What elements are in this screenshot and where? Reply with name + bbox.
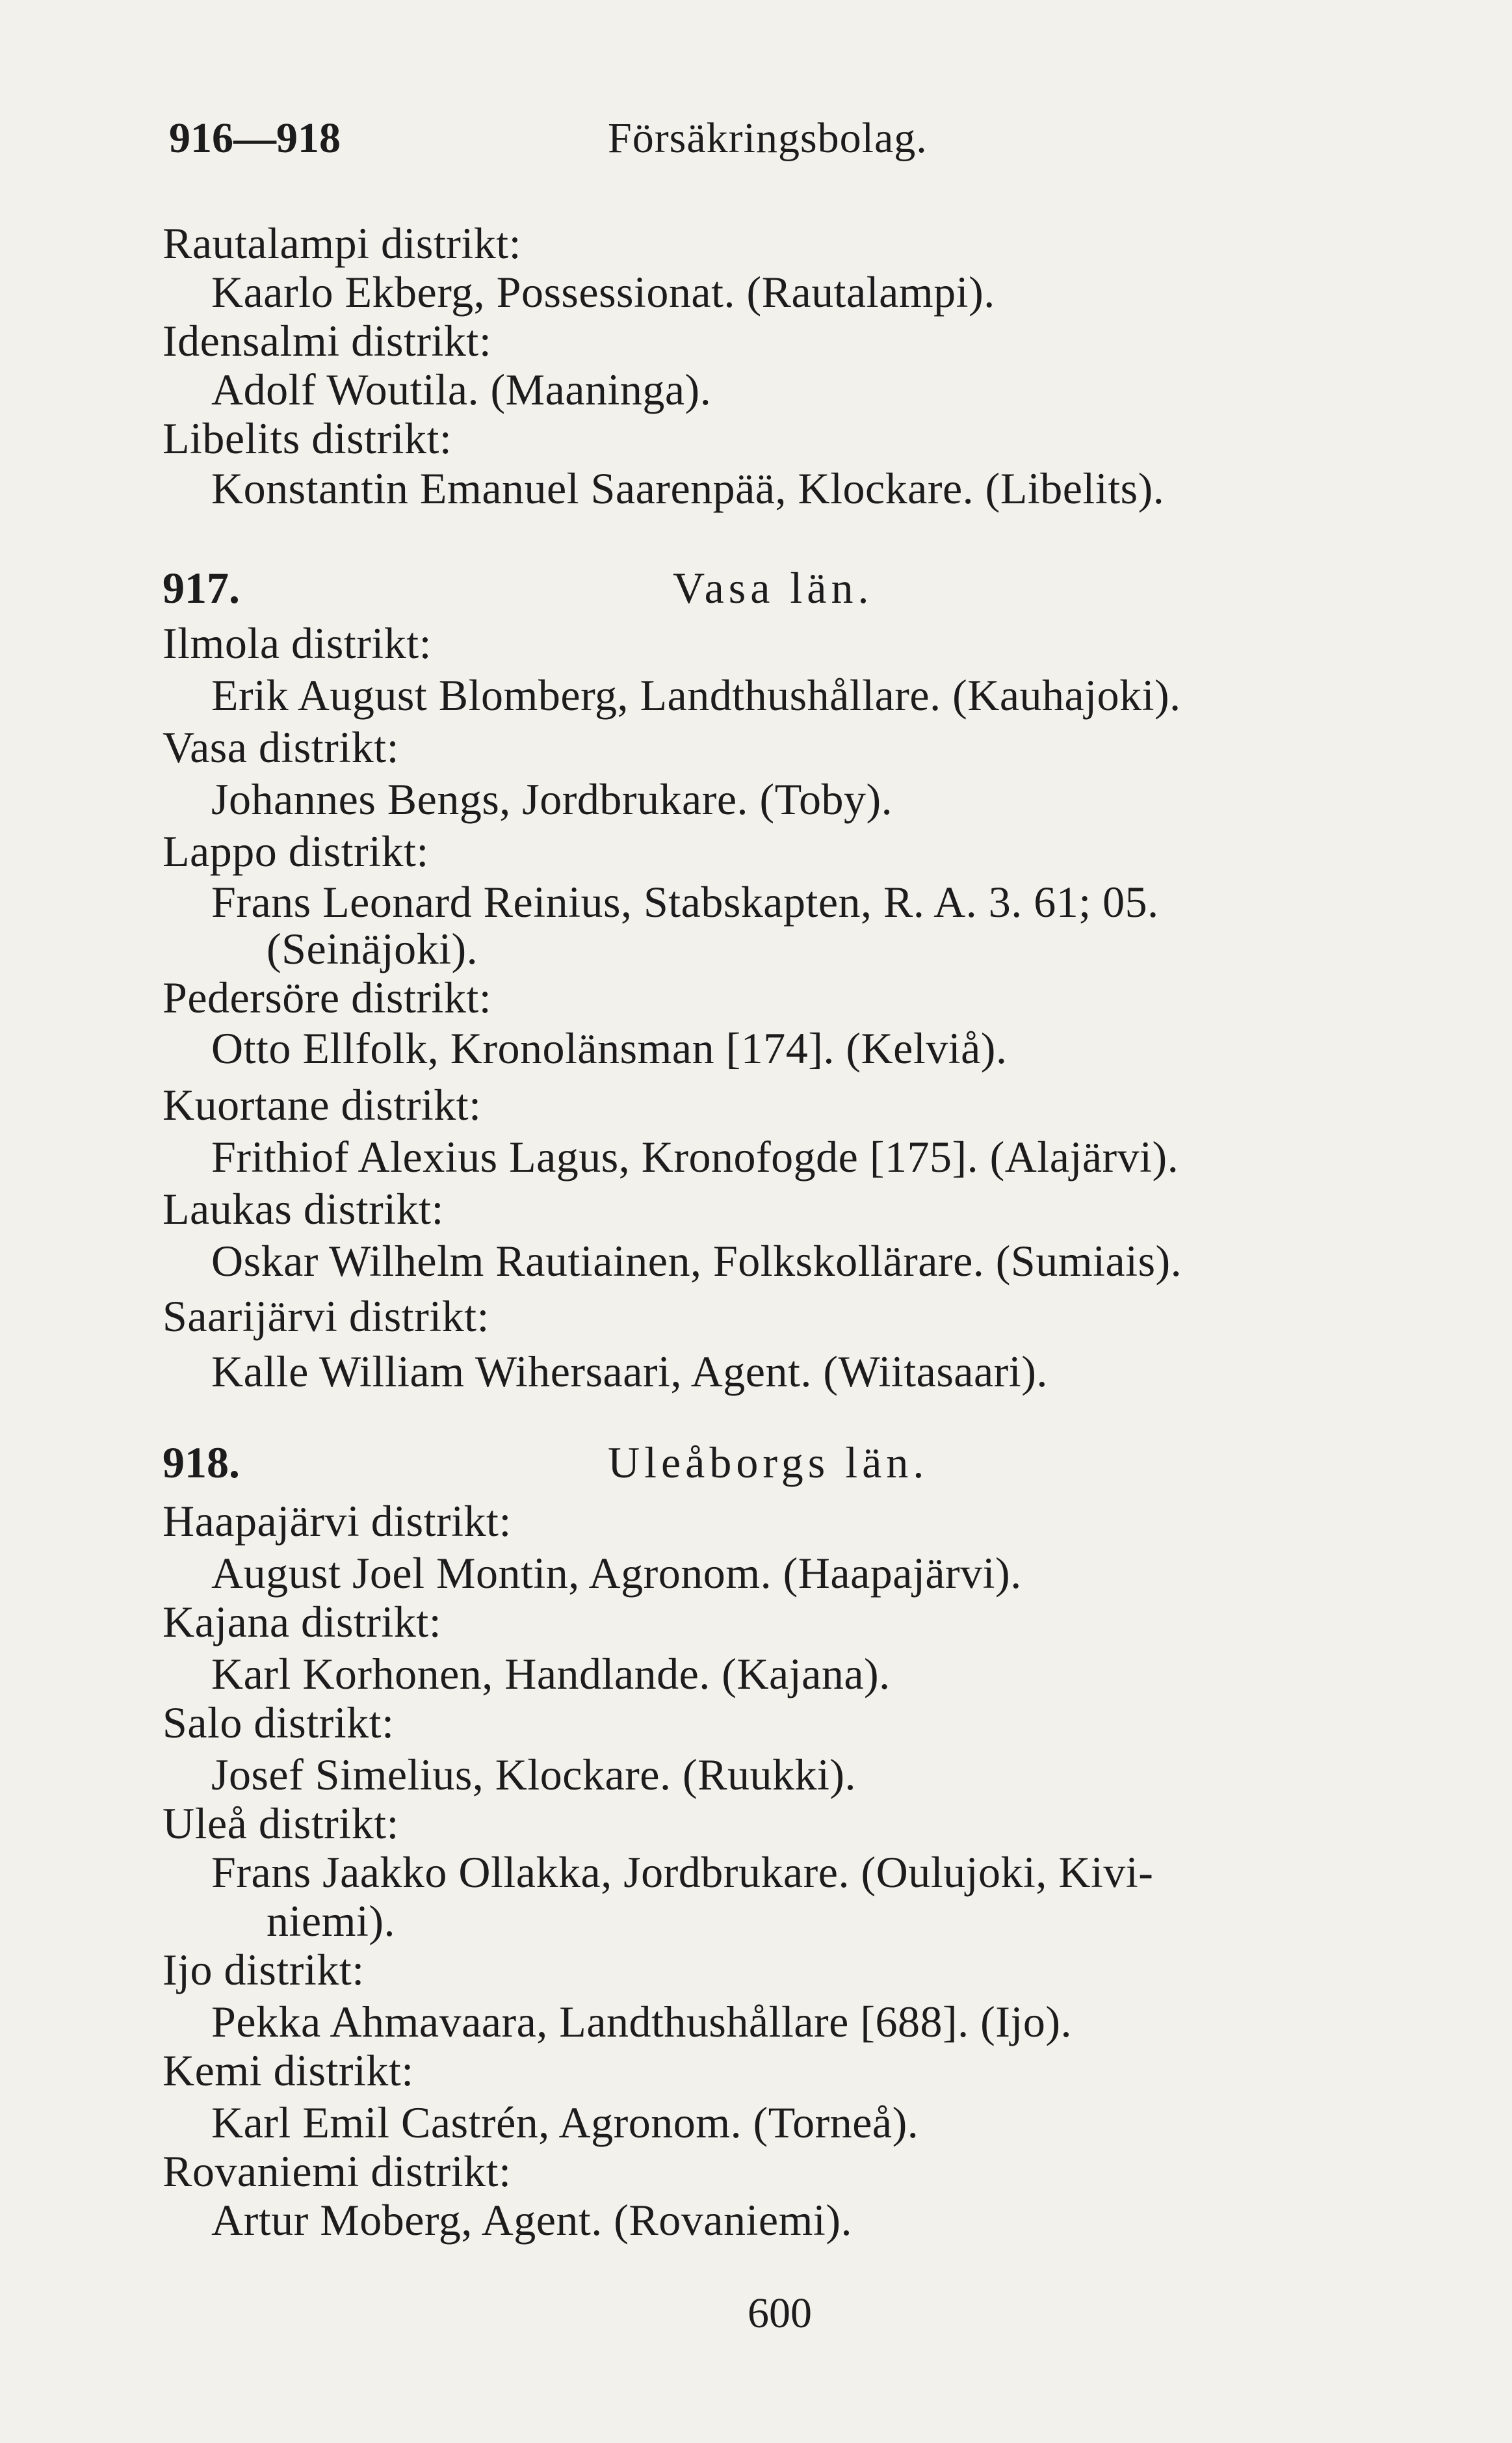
section-title: Uleåborgs län. — [608, 1438, 929, 1487]
district-heading: Haapajärvi distrikt: — [163, 1496, 512, 1546]
person-entry: Karl Emil Castrén, Agronom. (Torneå). — [211, 2098, 919, 2147]
section-number: 918. — [163, 1438, 240, 1487]
section-number: 917. — [163, 563, 240, 613]
district-heading: Uleå distrikt: — [163, 1799, 399, 1848]
page-number: 600 — [748, 2290, 812, 2337]
district-heading: Kajana distrikt: — [163, 1597, 442, 1646]
person-entry: Josef Simelius, Klockare. (Ruukki). — [211, 1750, 857, 1799]
person-entry: Frans Leonard Reinius, Stabskapten, R. A. 3. 61; 05. — [211, 877, 1159, 927]
district-heading: Kemi distrikt: — [163, 2046, 414, 2095]
district-heading: Ijo distrikt: — [163, 1945, 365, 1994]
district-heading: Vasa distrikt: — [163, 722, 399, 772]
district-heading: Libelits distrikt: — [163, 414, 452, 463]
person-entry-continuation: niemi). — [267, 1896, 396, 1946]
person-entry: Kalle William Wihersaari, Agent. (Wiitasaari). — [211, 1347, 1048, 1396]
person-entry: Adolf Woutila. (Maaninga). — [211, 365, 712, 414]
page-range: 916—918 — [169, 114, 341, 162]
person-entry: August Joel Montin, Agronom. (Haapajärvi). — [211, 1548, 1022, 1598]
person-entry: Karl Korhonen, Handlande. (Kajana). — [211, 1649, 891, 1698]
person-entry: Kaarlo Ekberg, Possessionat. (Rautalampi). — [211, 267, 995, 317]
district-heading: Saarijärvi distrikt: — [163, 1291, 489, 1341]
person-entry: Frithiof Alexius Lagus, Kronofogde [175]. (Alajärvi). — [211, 1132, 1179, 1182]
person-entry: Otto Ellfolk, Kronolänsman [174]. (Kelviå). — [211, 1023, 1008, 1073]
person-entry: Pekka Ahmavaara, Landthushållare [688]. (Ijo). — [211, 1997, 1072, 2046]
district-heading: Laukas distrikt: — [163, 1184, 444, 1234]
person-entry-continuation: (Seinäjoki). — [267, 924, 478, 973]
running-title: Försäkringsbolag. — [608, 114, 928, 162]
person-entry: Johannes Bengs, Jordbrukare. (Toby). — [211, 774, 893, 824]
person-entry: Artur Moberg, Agent. (Rovaniemi). — [211, 2195, 852, 2245]
district-heading: Kuortane distrikt: — [163, 1080, 482, 1129]
person-entry: Erik August Blomberg, Landthushållare. (Kauhajoki). — [211, 670, 1181, 720]
district-heading: Ilmola distrikt: — [163, 618, 432, 668]
district-heading: Salo distrikt: — [163, 1698, 395, 1747]
district-heading: Rautalampi distrikt: — [163, 218, 522, 268]
district-heading: Rovaniemi distrikt: — [163, 2146, 512, 2196]
person-entry: Oskar Wilhelm Rautiainen, Folkskollärare. (Sumiais). — [211, 1236, 1182, 1286]
district-heading: Idensalmi distrikt: — [163, 316, 492, 365]
person-entry: Frans Jaakko Ollakka, Jordbrukare. (Oulujoki, Kivi- — [211, 1847, 1154, 1897]
district-heading: Pedersöre distrikt: — [163, 973, 492, 1022]
district-heading: Lappo distrikt: — [163, 826, 429, 876]
person-entry: Konstantin Emanuel Saarenpää, Klockare. (Libelits). — [211, 464, 1165, 513]
section-title: Vasa län. — [673, 563, 874, 613]
